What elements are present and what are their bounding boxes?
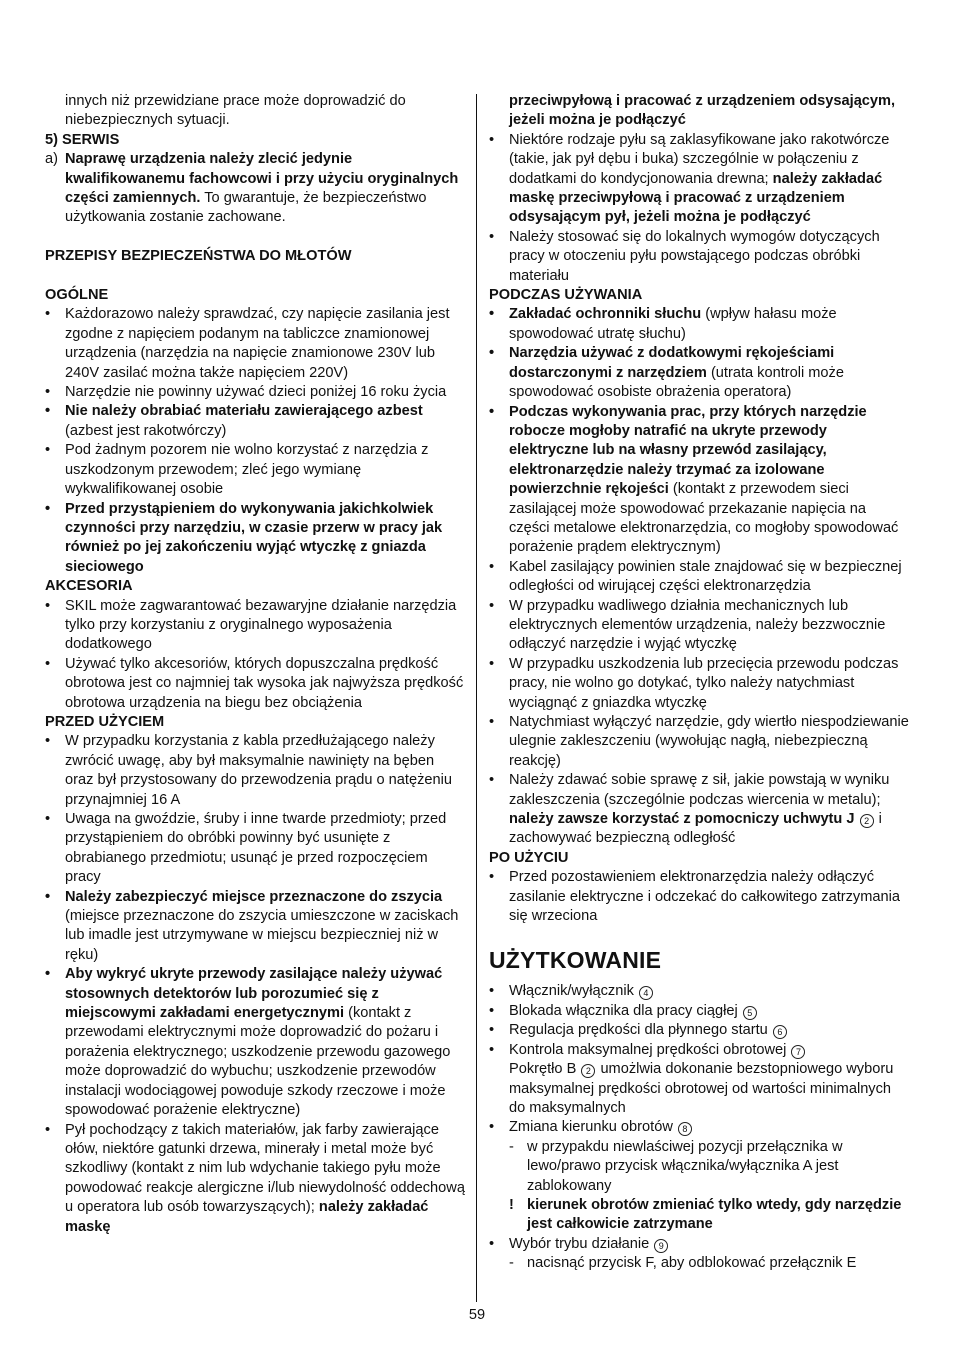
list-item [489, 1002, 909, 1021]
text: PRZEPISY BEZPIECZEŃSTWA DO MŁOTÓW [45, 248, 352, 265]
list-marker: • [489, 403, 495, 420]
list-item [489, 1118, 909, 1137]
list-marker: • [45, 966, 51, 983]
list-marker: • [489, 655, 495, 672]
sub-list-item [489, 1196, 909, 1235]
reference-number-circle: 2 [860, 814, 874, 828]
text: umożlwia dokonanie bezstopniowego wyboru maksymalnej prędkości obrotowej od wartości minimalnych do maksymalnych [509, 1061, 894, 1116]
text [855, 811, 859, 827]
section-heading [45, 577, 465, 596]
list-marker: • [489, 1235, 495, 1252]
list-item [489, 344, 909, 402]
text: Uwaga na gwoździe, śruby i inne twarde przedmioty; przed przystąpieniem do obróbki powinny być usunięte z obrabianego przedmiotu; usunąć je przed rozpoczęciem pracy [65, 811, 447, 886]
list-item [489, 713, 909, 771]
text: (kontakt z przewodami elektrycznymi może doprowadzić do pożaru i porażenia elektrycznego; uszkodzenie przewodu gazowego może doprowadzić do wybuchu; uszkodzenie przewodów instalacji wodociągowej powoduje szkody rzeczowe i może spowodować porażenie elektryczne) [65, 1005, 451, 1119]
list-item [489, 228, 909, 286]
list-item [489, 1021, 909, 1040]
list-marker: • [489, 131, 495, 148]
page-number: 59 [468, 1307, 486, 1323]
list-marker: • [45, 306, 51, 323]
section-heading [489, 849, 909, 868]
blank-line [45, 267, 465, 286]
list-marker: • [489, 1119, 495, 1136]
list-item [45, 810, 465, 888]
list-marker: • [489, 1041, 495, 1058]
list-item [489, 403, 909, 558]
text: (kontakt z przewodem sieci zasilającej może spowodować przekazanie napięcia na części metalowe elektronarzędzia, co mogłoby spowodować porażenie prądem elektrycznym) [509, 481, 899, 556]
bold-text: Podczas wykonywania prac, przy których narzędzie robocze mogłoby natrafić na ukryte przewody elektryczne lub na własny przewód zasilający, elektronarzędzie należy trzymać za izolowane powierzchnie rękojeści [509, 403, 867, 498]
list-marker: • [45, 597, 51, 614]
list-marker: • [489, 714, 495, 730]
list-item [489, 1041, 909, 1060]
list-marker: • [489, 772, 495, 789]
list-item [489, 868, 909, 926]
list-marker: • [489, 558, 495, 575]
list-item [45, 150, 465, 228]
list-item [45, 655, 465, 713]
list-item [489, 131, 909, 228]
text: PRZED UŻYCIEM [45, 713, 165, 730]
chapter-title [489, 946, 909, 974]
reference-number-circle: 4 [639, 986, 653, 1000]
list-item [45, 888, 465, 966]
list-marker: • [489, 869, 495, 886]
list-item [45, 383, 465, 402]
list-marker: • [45, 655, 51, 672]
text: W przypadku korzystania z kabla przedłużającego należy zwrócić uwagę, aby był maksymalnie nawinięty na bęben oraz był przystosowany do przewodzenia prądu o natężeniu przynajmniej 16 A [65, 733, 452, 808]
list-marker: • [489, 345, 495, 362]
text: w przypakdu niewlaściwej pozycji przełącznika w lewo/prawo przycisk włącznika/wyłącznika A jest zablokowany [527, 1138, 843, 1194]
text: W przypadku wadliwego działnia mechanicznych lub elektrycznych elementów urządzenia, należy bezzwocznie odłączyć narzędzie i wyjąć wtyczkę [509, 597, 886, 653]
text: Natychmiast wyłączyć narzędzie, gdy wiertło niespodziewanie ulegnie zakleszczeniu (wywołując nagłą, niebezpieczną reakcję) [509, 714, 909, 769]
list-marker: ! [509, 1196, 514, 1213]
list-marker: • [45, 888, 51, 905]
bold-text: należy zakładać maskę [65, 1199, 429, 1235]
bold-text: Zakładać ochronniki słuchu [509, 306, 702, 323]
list-item [45, 305, 465, 383]
bold-text: Przed przystąpieniem do wykonywania jakichkolwiek czynności przy narzędziu, w czasie przerw w pracy jak również po jej zakończeniu wyjąć wtyczkę z gniazda sieciowego [65, 500, 443, 575]
list-marker: a) [45, 151, 58, 168]
text: Należy stosować się do lokalnych wymogów dotyczących pracy w otoczeniu pyłu powstającego podczas obróbki materiału [509, 228, 880, 284]
bold-text: należy zakładać maskę przeciwpyłową i pracować z urządzeniem odsysającym pył, jeżeli można je podłączyć [509, 170, 883, 226]
list-marker: - [509, 1138, 514, 1155]
text: Niektóre rodzaje pyłu są zaklasyfikowane jako rakotwórcze (takie, jak pył dębu i buka) szczególnie w połączeniu z dodatkami do kondycjonowania drewna; [509, 131, 890, 187]
list-item [45, 402, 465, 441]
list-item [45, 500, 465, 578]
left-column [45, 92, 465, 1237]
right-column [489, 92, 909, 1274]
text: 5) SERWIS [45, 131, 120, 148]
list-marker: • [489, 1002, 495, 1019]
section-heading [45, 286, 465, 305]
bold-text: Narzędzia używać z dodatkowymi rękojeściami dostarczonymi z narzędziem [509, 345, 835, 381]
bold-text: należy zawsze korzystać z pomocniczy uchwytu J [509, 811, 855, 828]
list-marker: • [489, 597, 495, 614]
text: i zachowywać bezpieczną odległość [509, 811, 882, 847]
column-divider [476, 94, 477, 1302]
reference-number-circle: 2 [581, 1064, 595, 1078]
section-heading [45, 247, 465, 266]
list-marker: • [45, 442, 51, 459]
text: W przypadku uszkodzenia lub przecięcia przewodu podczas pracy, nie wolno go dotykać, tylko należy natychmiast wyciągnąć z gniazdka wtyczkę [509, 655, 899, 711]
bold-text: Naprawę urządzenia należy zlecić jedynie kwalifikowanemu fachowcowi i przy użyciu oryginalnych części zamiennych. [65, 151, 459, 207]
list-marker: • [489, 983, 495, 1000]
text: PO UŻYCIU [489, 849, 569, 866]
text: Regulacja prędkości dla płynnego startu [509, 1022, 772, 1039]
text: UŻYTKOWANIE [489, 947, 662, 974]
text: Należy zdawać sobie sprawę z sił, jakie powstają w wyniku zakleszczenia (szczególnie podczas wiercenia w metalu); [509, 772, 890, 808]
continuation-paragraph [489, 1060, 909, 1118]
reference-number-circle: 7 [791, 1045, 805, 1059]
text: (wpływ hałasu może spowodować utratę słuchu) [509, 306, 837, 342]
list-marker: • [45, 1121, 51, 1138]
text: SKIL może zagwarantować bezawaryjne działanie narzędzia tylko przy korzystaniu z oryginalnego wyposażenia dodatkowego [65, 597, 457, 653]
list-item [489, 1235, 909, 1254]
text: Pył pochodzący z takich materiałów, jak farby zawierające ołów, niektóre gatunki drzewa, minerały i metal może być szkodliwy (kontakt z nim lub wdychanie takiego pyłu może powodować reakcje alergiczne i/lub niewydolność oddechową u operatora lub osób towarzyszących); [65, 1121, 465, 1216]
bold-text: Nie należy obrabiać materiału zawierającego azbest [65, 403, 423, 420]
text: nacisnąć przycisk F, aby odblokować przełącznik E [527, 1255, 857, 1272]
list-item [489, 982, 909, 1001]
text: Włącznik/wyłącznik [509, 983, 638, 1000]
text: Kontrola maksymalnej prędkości obrotowej [509, 1041, 791, 1058]
text: Każdorazowo należy sprawdzać, czy napięcie zasilania jest zgodne z napięciem podanym na tabliczce znamionowej urządzenia (narzędzia na napięcie znamionowe 230V lub 240V zasilać można także napięciem 220V) [65, 306, 450, 381]
list-item [45, 1121, 465, 1237]
section-heading [45, 131, 465, 150]
list-item [45, 965, 465, 1120]
text: Pokrętło B [509, 1061, 581, 1078]
text: OGÓLNE [45, 287, 109, 304]
text: innych niż przewidziane prace może doprowadzić do niebezpiecznych sytuacji. [65, 93, 406, 129]
list-marker: • [45, 733, 51, 750]
text: (utrata kontroli może spowodować osobiste obrażenia operatora) [509, 364, 844, 401]
text: Używać tylko akcesoriów, których dopuszczalna prędkość obrotowa jest co najmniej tak wysoka jak najwyższa prędkość obrotowa urządzenia na biegu bez obciążenia [65, 655, 464, 711]
list-marker: • [45, 384, 51, 401]
list-item [489, 558, 909, 597]
list-item [489, 597, 909, 655]
list-marker: • [489, 1022, 495, 1039]
text: To gwarantuje, że bezpieczeństwo użytkowania zostanie zachowane. [65, 190, 427, 226]
text: PODCZAS UŻYWANIA [489, 287, 643, 304]
list-marker: • [45, 500, 51, 517]
list-marker: • [45, 811, 51, 827]
list-item [489, 771, 909, 849]
list-item [489, 655, 909, 713]
text: Wybór trybu działanie [509, 1235, 654, 1252]
text: (azbest jest rakotwórczy) [65, 422, 227, 439]
bold-text: Należy zabezpieczyć miejsce przeznaczone do zszycia [65, 888, 443, 905]
text: Kabel zasilający powinien stale znajdować się w bezpiecznej odległości od wirującej części elektronarzędzia [509, 558, 902, 595]
list-item [489, 305, 909, 344]
bold-text: Aby wykryć ukryte przewody zasilające należy używać stosownych detektorów lub porozumieć się z miejscowymi zakładami energetycznymi [65, 966, 443, 1022]
continuation-paragraph [489, 92, 909, 131]
text: Narzędzie nie powinny używać dzieci poniżej 16 roku życia [65, 384, 447, 401]
section-heading [489, 286, 909, 305]
section-heading [45, 713, 465, 732]
list-marker: • [489, 306, 495, 323]
reference-number-circle: 9 [654, 1239, 668, 1253]
list-marker: • [45, 403, 51, 420]
bold-text: kierunek obrotów zmieniać tylko wtedy, gdy narzędzie jest całkowicie zatrzymane [527, 1196, 902, 1233]
blank-line [45, 228, 465, 247]
reference-number-circle: 6 [773, 1025, 787, 1039]
text: Pod żadnym pozorem nie wolno korzystać z narzędzia z uszkodzonym przewodem; zleć jego wymianę wykwalifikowanej osobie [65, 442, 429, 498]
text: Przed pozostawieniem elektronarzędzia należy odłączyć zasilanie elektryczne i odczekać do całkowitego zatrzymania się wrzeciona [509, 869, 900, 925]
reference-number-circle: 5 [743, 1006, 757, 1020]
text: Zmiana kierunku obrotów [509, 1119, 677, 1136]
continuation-paragraph [45, 92, 465, 131]
reference-number-circle: 8 [678, 1122, 692, 1136]
bold-text: przeciwpyłową i pracować z urządzeniem odsysającym, jeżeli można je podłączyć [509, 93, 896, 129]
list-marker: • [489, 228, 495, 245]
sub-list-item [489, 1254, 909, 1273]
text: AKCESORIA [45, 578, 133, 595]
text: (miejsce przeznaczone do zszycia umieszczone w zaciskach lub imadle jest utrzymywane w miejscu bezpieczniej niż w ręku) [65, 908, 459, 963]
list-item [45, 597, 465, 655]
sub-list-item [489, 1138, 909, 1196]
list-item [45, 732, 465, 810]
list-marker: - [509, 1255, 514, 1272]
text: Blokada włącznika dla pracy ciągłej [509, 1002, 742, 1019]
list-item [45, 441, 465, 499]
